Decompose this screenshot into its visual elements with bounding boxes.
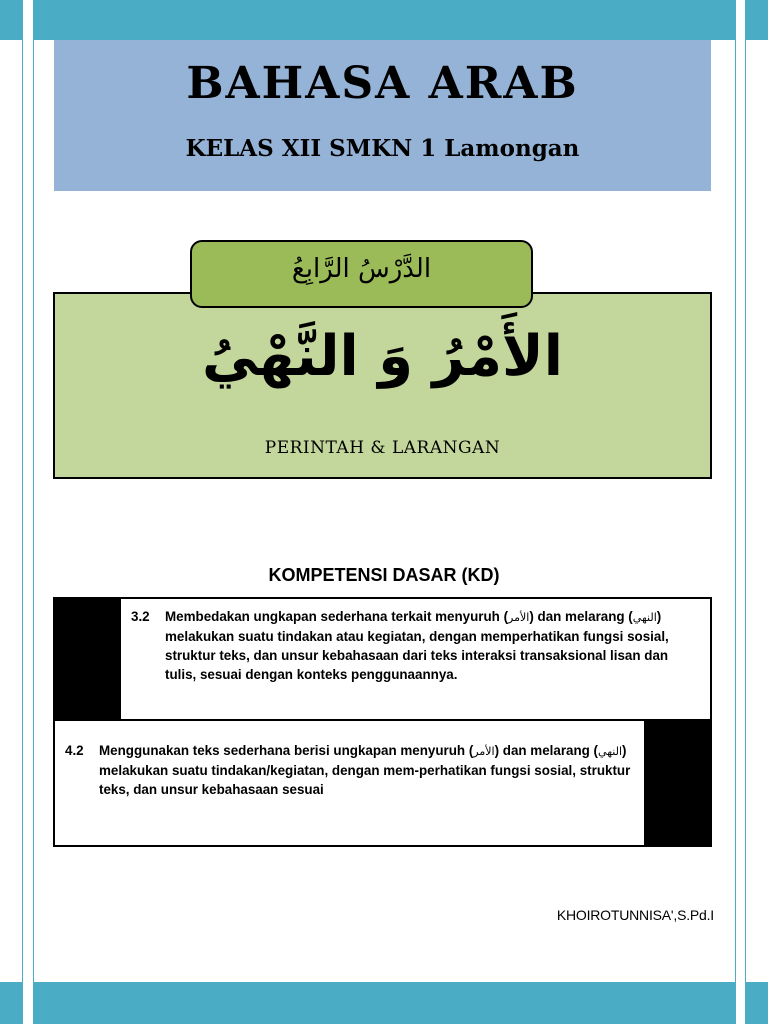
frame-bar-top-left [0, 0, 23, 40]
document-subtitle: KELAS XII SMKN 1 Lamongan [185, 135, 580, 162]
frame-bar-bottom [33, 982, 735, 1024]
kd-item-text: Membedakan ungkapan sederhana terkait menyuruh ( [165, 609, 509, 624]
cover-header [54, 40, 711, 191]
kd-item-text: ) dan melarang ( [494, 743, 599, 758]
kd-item-4-2 [53, 719, 712, 847]
kd-item-3-2 [53, 597, 712, 721]
frame-line-right-outer [745, 0, 746, 1024]
kd-item-3-2-text [131, 607, 703, 684]
kd-item-4-2-text [65, 741, 631, 799]
frame-line-right-inner [735, 0, 736, 1024]
kd-item-number: 3.2 [131, 609, 150, 624]
kd-heading: KOMPETENSI DASAR (KD) [268, 565, 500, 585]
frame-bar-bottom-left [0, 982, 23, 1024]
lesson-label: الدَّرْسُ الرَّابِعُ [291, 254, 432, 284]
frame-bar-top-right [745, 0, 768, 40]
kd-arabic-term: النهي [598, 745, 622, 758]
topic-latin-title: PERINTAH & LARANGAN [264, 438, 501, 458]
kd-item-text: ) dan melarang ( [529, 609, 633, 624]
kd-arabic-term: النهي [632, 611, 657, 624]
frame-line-left-outer [22, 0, 23, 1024]
document-title: BAHASA ARAB [186, 58, 579, 109]
frame-line-left-inner [33, 0, 34, 1024]
kd-arabic-term: الأمر [508, 611, 530, 624]
frame-bar-top [33, 0, 735, 40]
topic-arabic-title: الأَمْرُ وَ النَّهْيُ [202, 324, 563, 389]
lesson-label-box [190, 240, 533, 308]
frame-bar-bottom-right [745, 982, 768, 1024]
author-name: KHOIROTUNNISA',S.Pd.I [556, 907, 714, 923]
kd-item-number: 4.2 [65, 743, 84, 758]
kd-item-text: ) melakukan suatu tindakan/kegiatan, dengan mem-perhatikan fungsi sosial, struktur teks, dan unsur kebahasaan sesuai [99, 743, 631, 797]
kd-item-3-2-marker [55, 599, 121, 719]
kd-item-text: ) melakukan suatu tindakan atau kegiatan, dengan memperhatikan fungsi sosial, struktur teks, dan unsur kebahasaan dari teks interaksi transaksional lisan dan tulis, sesuai dengan konteks penggunaannya. [165, 609, 669, 682]
kd-item-4-2-marker [644, 721, 710, 845]
kd-item-text: Menggunakan teks sederhana berisi ungkapan menyuruh ( [99, 743, 474, 758]
topic-box [53, 292, 712, 479]
kd-arabic-term: الأمر [473, 745, 495, 758]
